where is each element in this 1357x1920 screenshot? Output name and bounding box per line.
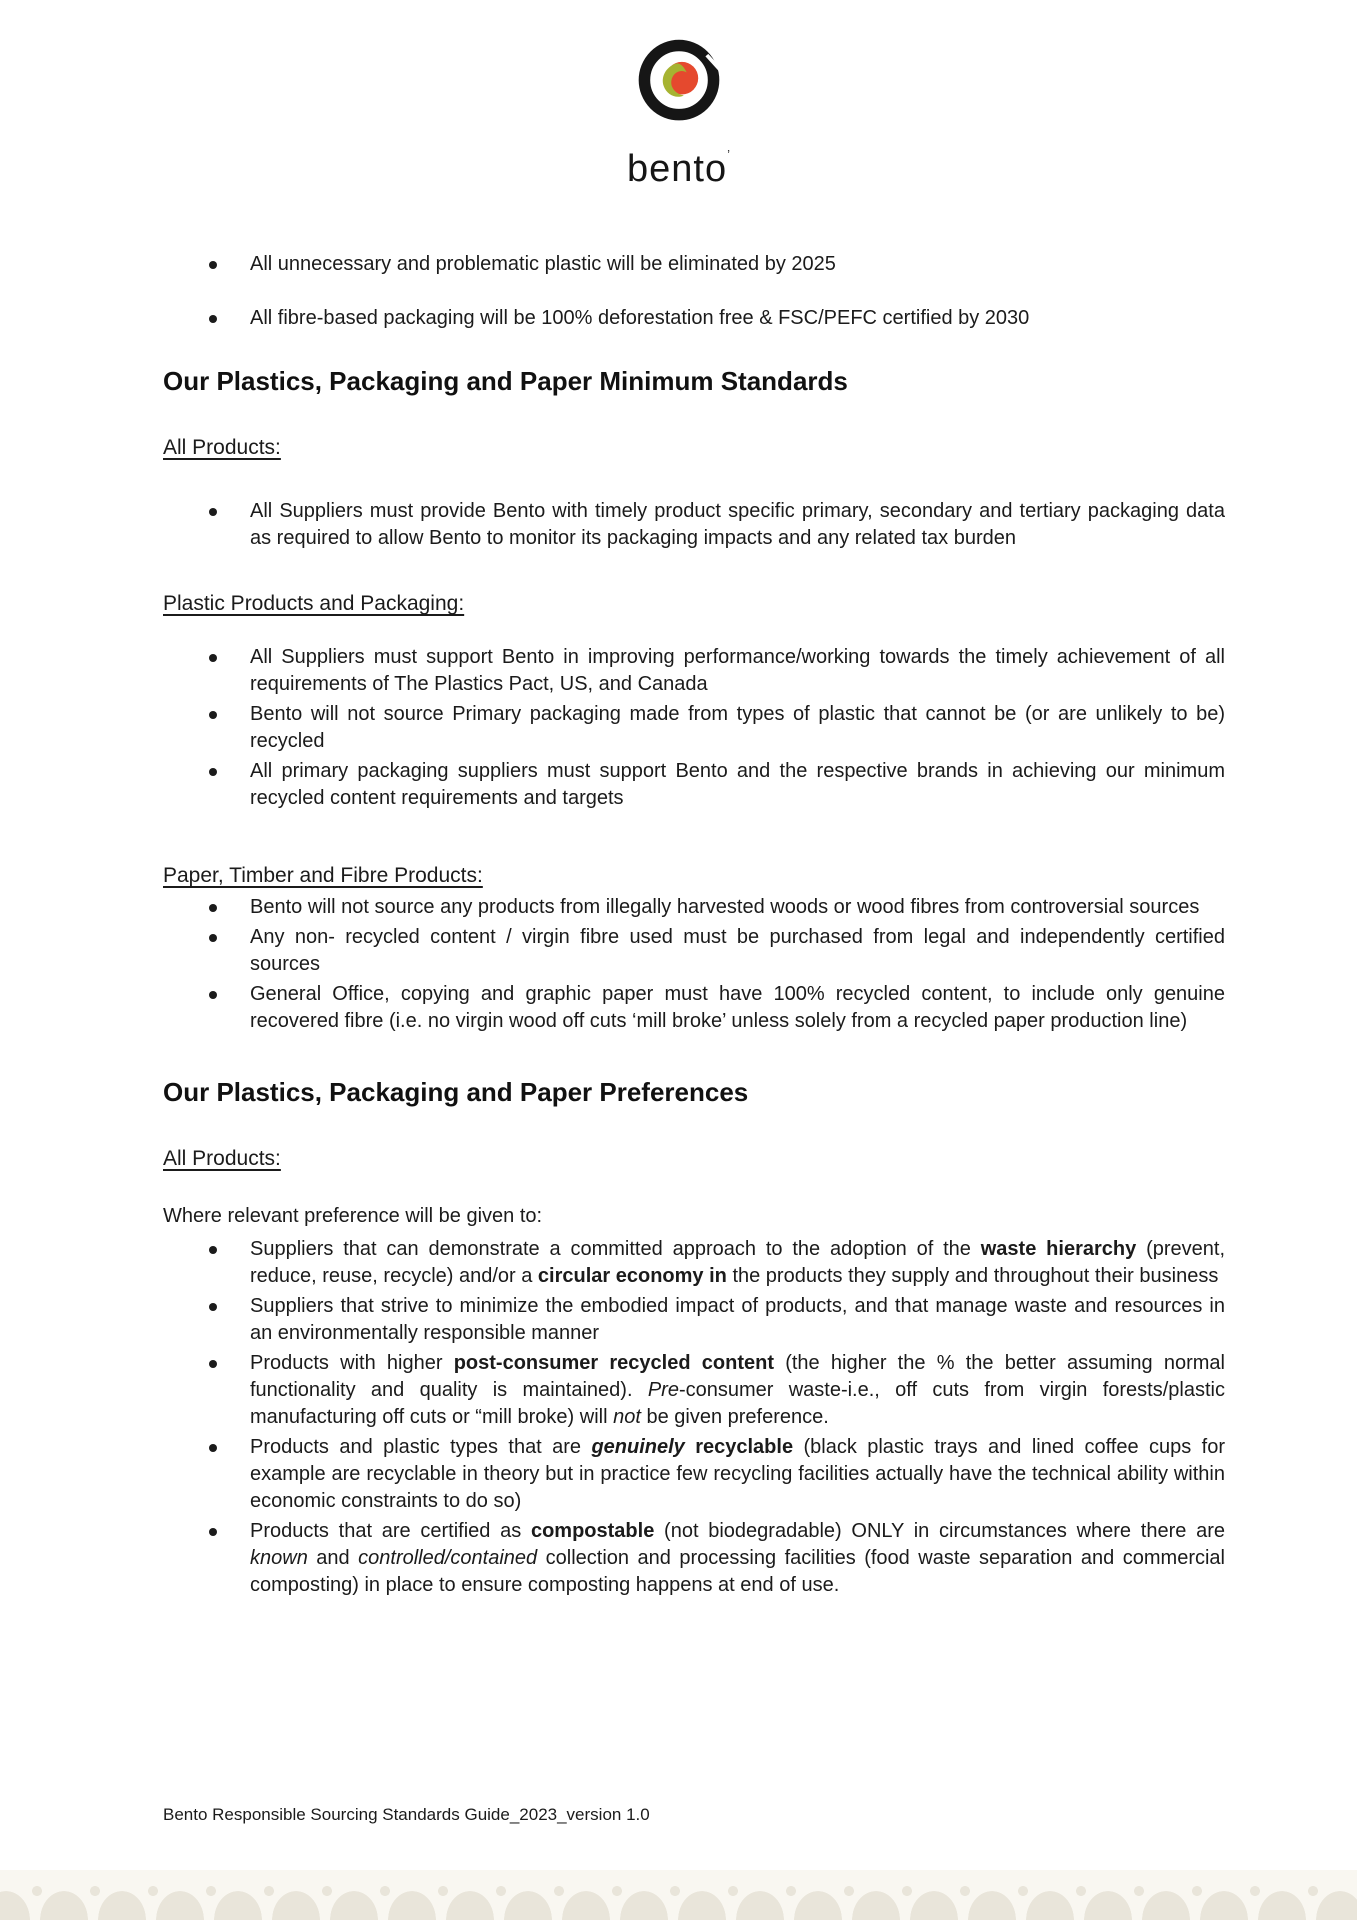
- text-run: Bento will not source any products from illegally harvested woods or wood fibres from controversial sources: [250, 896, 1200, 918]
- text-run: Suppliers that can demonstrate a committed approach to the adoption of the: [250, 1238, 981, 1260]
- section-heading: Our Plastics, Packaging and Paper Minimum Standards: [163, 366, 848, 396]
- bullet-item: [250, 758, 1225, 812]
- bullet-dot-icon: [209, 711, 217, 719]
- bullet-list: [163, 644, 1225, 812]
- text-run: and: [307, 1547, 359, 1569]
- section-heading: Our Plastics, Packaging and Paper Preferences: [163, 1077, 749, 1107]
- bullet-list: [163, 251, 1225, 332]
- text-run: waste hierarchy: [980, 1238, 1137, 1260]
- text-run: compostable: [530, 1520, 655, 1542]
- text-run: All Suppliers must provide Bento with timely product specific primary, secondary and tertiary packaging data as required to allow Bento to monitor its packaging impacts and any related tax burden: [250, 500, 1225, 549]
- bottom-border-decoration: [0, 1870, 1357, 1920]
- bullet-item: [250, 1350, 1225, 1431]
- text-run: Products that are certified as: [250, 1520, 531, 1542]
- bullet-dot-icon: [209, 1528, 217, 1536]
- bullet-dot-icon: [209, 315, 217, 323]
- bullet-item: [250, 498, 1225, 552]
- text-run: Products and plastic types that are: [250, 1436, 592, 1458]
- bento-logo: [0, 0, 1357, 189]
- bullet-item: [250, 1434, 1225, 1515]
- bullet-item: [250, 701, 1225, 755]
- bullet-item: [250, 251, 1225, 278]
- text-run: All fibre-based packaging will be 100% deforestation free & FSC/PEFC certified by 2030: [250, 307, 1030, 329]
- text-run: All unnecessary and problematic plastic will be eliminated by 2025: [250, 253, 836, 275]
- bullet-dot-icon: [209, 768, 217, 776]
- subsection-label: All Products:: [163, 1147, 281, 1170]
- bullet-dot-icon: [209, 1444, 217, 1452]
- bullet-dot-icon: [209, 261, 217, 269]
- text-run: Pre: [647, 1379, 679, 1401]
- trademark-mark: ’: [727, 147, 730, 162]
- text-run: General Office, copying and graphic paper must have 100% recycled content, to include only genuine recovered fibre (i.e. no virgin wood off cuts ‘mill broke’ unless solely from a recycled paper production line): [250, 983, 1225, 1032]
- text-run: Any non- recycled content / virgin fibre used must be purchased from legal and independently certified sources: [250, 926, 1225, 975]
- brand-wordmark: bento’: [627, 147, 730, 190]
- footer-note: Bento Responsible Sourcing Standards Guide_2023_version 1.0: [163, 1805, 650, 1824]
- bullet-dot-icon: [209, 1360, 217, 1368]
- text-run: -consumer waste-i.e., off cuts from virgin forests/plastic manufacturing off cuts or “mill broke) will: [250, 1379, 1225, 1428]
- bullet-item: [250, 644, 1225, 698]
- text-run: be given preference.: [640, 1406, 829, 1428]
- text-run: (the higher the % the better assuming normal functionality and quality is maintained).: [250, 1352, 1225, 1401]
- subsection-label: Paper, Timber and Fibre Products:: [163, 864, 483, 887]
- bullet-dot-icon: [209, 904, 217, 912]
- bullet-dot-icon: [209, 934, 217, 942]
- text-run: circular economy in: [537, 1265, 727, 1287]
- text-run: genuinely: [591, 1436, 685, 1458]
- text-run: known: [250, 1547, 308, 1569]
- paragraph: Where relevant preference will be given to:: [163, 1205, 543, 1227]
- text-run: Bento will not source Primary packaging made from types of plastic that cannot be (or are unlikely to be) recycled: [250, 703, 1225, 752]
- subsection-label: All Products:: [163, 436, 281, 459]
- bullet-dot-icon: [209, 1246, 217, 1254]
- text-run: (prevent, reduce, reuse, recycle) and/or a: [250, 1238, 1226, 1287]
- bullet-list: [163, 894, 1225, 1035]
- bullet-dot-icon: [209, 654, 217, 662]
- bullet-dot-icon: [209, 991, 217, 999]
- text-run: Products with higher: [250, 1352, 454, 1374]
- text-run: All primary packaging suppliers must support Bento and the respective brands in achieving our minimum recycled content requirements and targets: [250, 760, 1225, 809]
- bullet-item: [250, 924, 1225, 978]
- bullet-item: [250, 1293, 1225, 1347]
- bullet-dot-icon: [209, 508, 217, 516]
- text-run: not: [613, 1406, 641, 1428]
- subsection-label: Plastic Products and Packaging:: [163, 592, 465, 615]
- bullet-list: [163, 498, 1225, 552]
- bullet-item: [250, 894, 1225, 921]
- bullet-dot-icon: [209, 1303, 217, 1311]
- bullet-item: [250, 1518, 1225, 1599]
- bullet-list: [163, 1236, 1225, 1599]
- bento-logo-icon: [631, 34, 727, 130]
- bullet-item: [250, 981, 1225, 1035]
- bullet-item: [250, 305, 1225, 332]
- text-run: the products they supply and throughout their business: [726, 1265, 1219, 1287]
- text-run: Suppliers that strive to minimize the embodied impact of products, and that manage waste and resources in an environmentally responsible manner: [250, 1295, 1225, 1344]
- text-run: post-consumer recycled content: [453, 1352, 774, 1374]
- document-body: [0, 251, 1357, 1599]
- text-run: controlled/contained: [358, 1547, 538, 1569]
- text-run: (not biodegradable) ONLY in circumstances where there are: [654, 1520, 1225, 1542]
- text-run: (black plastic trays and lined coffee cups for example are recyclable in theory but in practice few recycling facilities actually have the technical ability within economic constraints to do so): [250, 1436, 1225, 1512]
- text-run: collection and processing facilities (food waste separation and commercial composting) in place to ensure composting happens at end of use.: [250, 1547, 1225, 1596]
- text-run: All Suppliers must support Bento in improving performance/working towards the timely achievement of all requirements of The Plastics Pact, US, and Canada: [250, 646, 1225, 695]
- bullet-item: [250, 1236, 1225, 1290]
- text-run: recyclable: [684, 1436, 794, 1458]
